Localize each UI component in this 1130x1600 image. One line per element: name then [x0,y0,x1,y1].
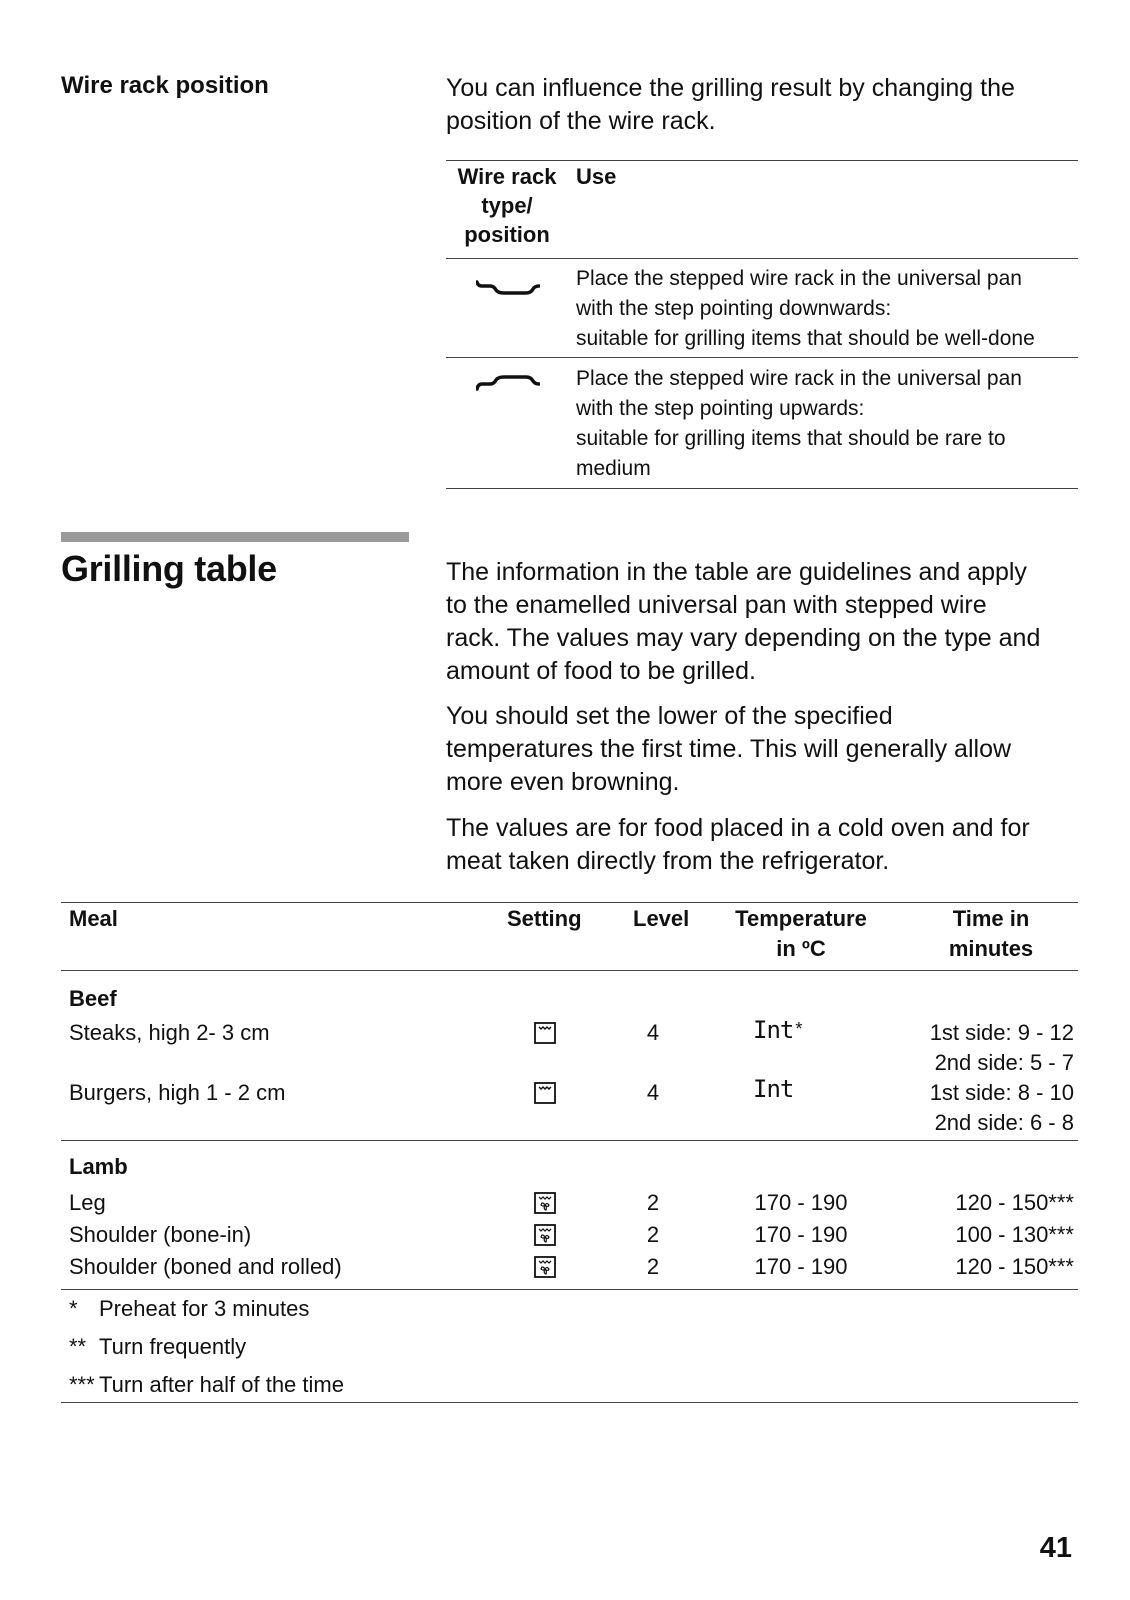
footnote-mark: *** [69,1372,95,1397]
time-value: 120 - 150*** [955,1254,1074,1279]
header-line: Time in [952,906,1030,931]
grilling-table [61,902,1078,1404]
wire-rack-table [446,160,1078,490]
temperature-value: Int [753,1075,794,1103]
section-heading-grilling-table: Grilling table [61,548,277,589]
rack-row-down-text [576,264,1076,354]
header-meal: Meal [69,906,118,931]
paragraph-line: rack. The values may vary depending on the type and [446,624,1041,652]
footnote-text: Preheat for 3 minutes [99,1296,310,1321]
level-value: 2 [646,1222,660,1247]
grilling-paragraph [446,556,1076,688]
circulated-air-grill-icon [534,1224,556,1246]
meal-name: Shoulder (boned and rolled) [69,1254,342,1279]
time-line: 2nd side: 5 - 7 [934,1050,1074,1075]
time-line: 2nd side: 6 - 8 [934,1110,1074,1135]
paragraph-line: meat taken directly from the refrigerator. [446,847,890,875]
temperature-value: 170 - 190 [754,1254,848,1279]
circulated-air-grill-icon [534,1192,556,1214]
meal-name: Leg [69,1190,106,1215]
full-grill-icon [534,1022,556,1044]
footnote-mark: ** [69,1334,87,1359]
header-setting: Setting [507,906,582,931]
level-value: 4 [646,1020,660,1045]
footnote-mark: * [795,1019,803,1039]
header-line: in ºC [776,936,826,961]
rack-row-line: Place the stepped wire rack in the universal pan [576,267,1022,290]
paragraph-line: more even browning. [446,768,680,796]
time-value: 120 - 150*** [955,1190,1074,1215]
temperature-value: 170 - 190 [754,1190,848,1215]
group-heading-beef: Beef [69,986,117,1011]
header-line: minutes [948,936,1034,961]
group-heading-lamb: Lamb [69,1154,128,1179]
time-value [861,1078,1074,1138]
time-line: 1st side: 8 - 10 [929,1080,1074,1105]
paragraph-line: The information in the table are guidelines and apply [446,558,1027,586]
grilling-paragraph [446,700,1076,799]
header-line: Temperature [735,906,867,931]
footnote-mark: * [69,1296,78,1321]
meal-name: Shoulder (bone-in) [69,1222,252,1247]
header-rack-type [446,162,568,249]
paragraph-line: amount of food to be grilled. [446,657,756,685]
header-rack-type-line: Wire rack [457,164,557,189]
circulated-air-grill-icon [534,1256,556,1278]
level-value: 2 [646,1190,660,1215]
section-heading-wire-rack: Wire rack position [61,72,269,99]
header-rack-type-line: position [464,222,550,247]
footnote-text: Turn frequently [99,1334,247,1359]
header-use: Use [576,164,617,189]
meal-name: Burgers, high 1 - 2 cm [69,1080,286,1105]
meal-name: Steaks, high 2- 3 cm [69,1020,270,1045]
rack-row-line: Place the stepped wire rack in the universal pan [576,367,1022,390]
paragraph-line: temperatures the first time. This will generally allow [446,735,1012,763]
paragraph-line: You should set the lower of the specified [446,702,893,730]
level-value: 2 [646,1254,660,1279]
header-time [921,904,1061,964]
time-value [861,1018,1074,1078]
rack-row-line: with the step pointing downwards: [576,297,892,320]
time-value: 100 - 130*** [955,1222,1074,1247]
temperature-value: Int [753,1016,794,1044]
level-value: 4 [646,1080,660,1105]
header-rack-type-line: type/ [481,193,533,218]
rack-row-line: suitable for grilling items that should be rare to [576,427,1006,450]
paragraph-line: The values are for food placed in a cold oven and for [446,814,1030,842]
rack-row-line: with the step pointing upwards: [576,397,865,420]
page-number: 41 [1039,1532,1072,1564]
stepped-rack-up-icon [476,372,540,394]
time-line: 1st side: 9 - 12 [929,1020,1074,1045]
rack-row-line: medium [576,457,651,480]
header-level: Level [633,906,690,931]
footnote-text: Turn after half of the time [99,1372,344,1397]
temperature-value: 170 - 190 [754,1222,848,1247]
temperature-int-display [753,1074,793,1105]
section-divider-bar [61,532,409,542]
rack-row-up-text [576,364,1076,484]
paragraph-line: to the enamelled universal pan with stepped wire [446,591,987,619]
rack-row-line: suitable for grilling items that should be well-done [576,327,1035,350]
grilling-paragraph [446,812,1076,878]
header-temperature [721,904,881,964]
full-grill-icon [534,1082,556,1104]
stepped-rack-down-icon [476,276,540,298]
wire-rack-intro: You can influence the grilling result by changing the position of the wire rack. [446,74,1015,135]
temperature-int-display [753,1014,802,1045]
